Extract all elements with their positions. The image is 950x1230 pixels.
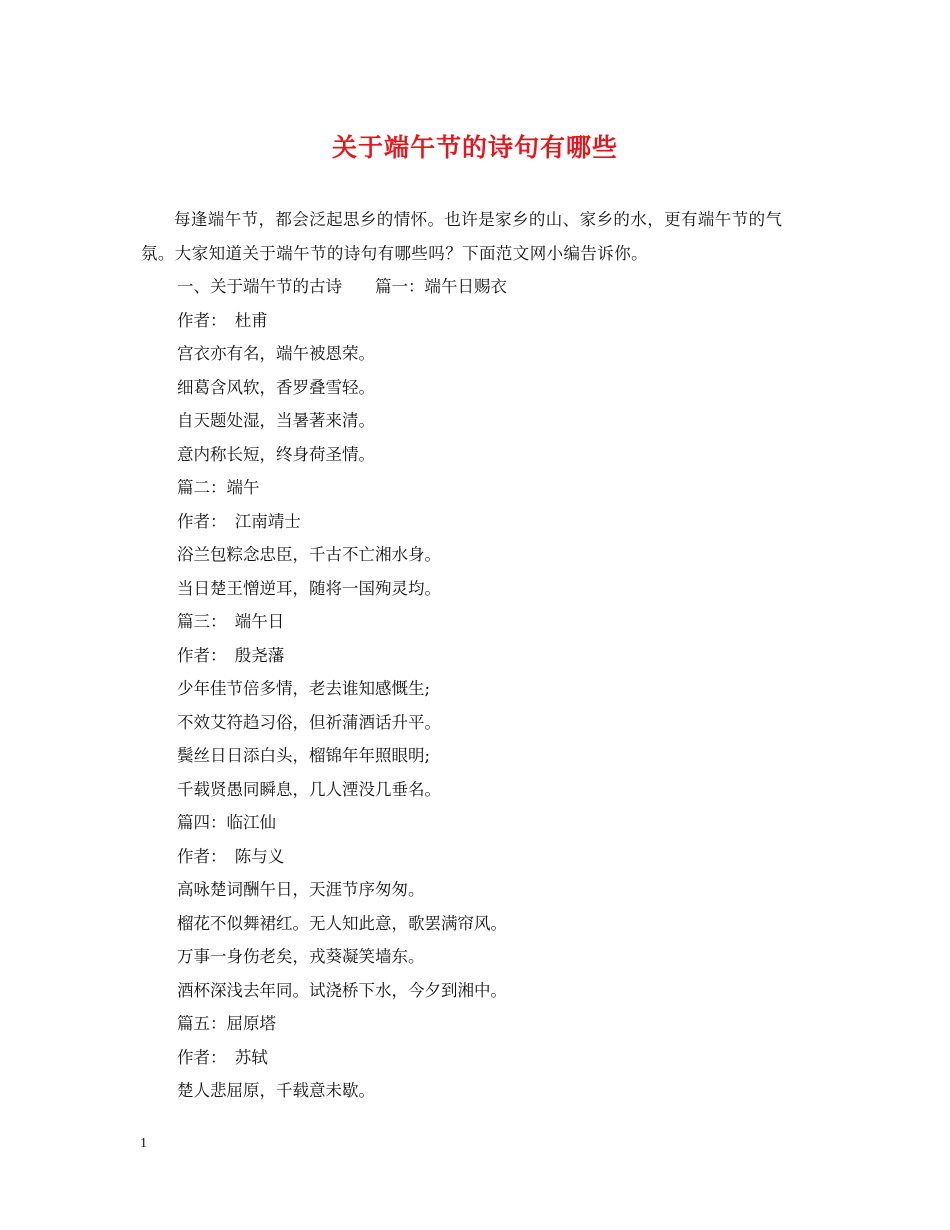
poem-line: 万事一身伤老矣，戎葵凝笑墙东。: [177, 947, 425, 966]
poem-line: 高咏楚词酬午日，天涯节序匆匆。: [177, 880, 425, 899]
poem-author: 作者： 殷尧藩: [177, 645, 285, 665]
poem-line: 宫衣亦有名，端午被恩荣。: [177, 344, 375, 363]
poem-author: 作者： 苏轼: [177, 1047, 268, 1067]
poem-line: 少年佳节倍多情，老去谁知感慨生;: [177, 679, 431, 698]
poem-line: 榴花不似舞裙红。无人知此意，歌罢满帘风。: [177, 913, 507, 933]
poem-line: 当日楚王憎逆耳，随将一国殉灵均。: [177, 578, 441, 598]
poem-line: 鬓丝日日添白头，榴锦年年照眼明;: [177, 746, 431, 765]
poem-line: 千载贤愚同瞬息，几人湮没几垂名。: [177, 779, 441, 799]
poem-line: 自天题处湿，当暑著来清。: [177, 411, 375, 430]
document-title: 关于端午节的诗句有哪些: [331, 133, 618, 162]
poem-line: 楚人悲屈原，千载意未歇。: [177, 1081, 375, 1100]
poem-title: 篇三： 端午日: [177, 612, 285, 631]
poem-title: 篇五：屈原塔: [177, 1014, 276, 1033]
intro-paragraph: 每逢端午节，都会泛起思乡的情怀。也许是家乡的山、家乡的水，更有端午节的气氛。大家知道关于端午节的诗句有哪些吗？下面范文网小编告诉你。: [141, 210, 783, 263]
poem-author: 作者： 江南靖士: [177, 511, 301, 531]
poem-author: 作者： 杜甫: [177, 310, 268, 330]
document-body: [141, 203, 813, 1108]
poem-line: 意内称长短，终身荷圣情。: [177, 444, 375, 464]
poem-line: 浴兰包粽念忠臣，千古不亡湘水身。: [177, 545, 441, 564]
poem-author: 作者： 陈与义: [177, 846, 285, 866]
poem-line: 细葛含风软，香罗叠雪轻。: [177, 377, 375, 397]
section-heading: 一、关于端午节的古诗 篇一：端午日赐衣: [177, 277, 507, 296]
poem-line: 不效艾符趋习俗，但祈蒲酒话升平。: [177, 712, 441, 732]
poem-line: 酒杯深浅去年同。试浇桥下水，今夕到湘中。: [177, 980, 507, 1000]
poem-title: 篇四：临江仙: [177, 813, 276, 832]
page-number: 1: [140, 1136, 147, 1151]
poem-title: 篇二：端午: [177, 478, 260, 497]
